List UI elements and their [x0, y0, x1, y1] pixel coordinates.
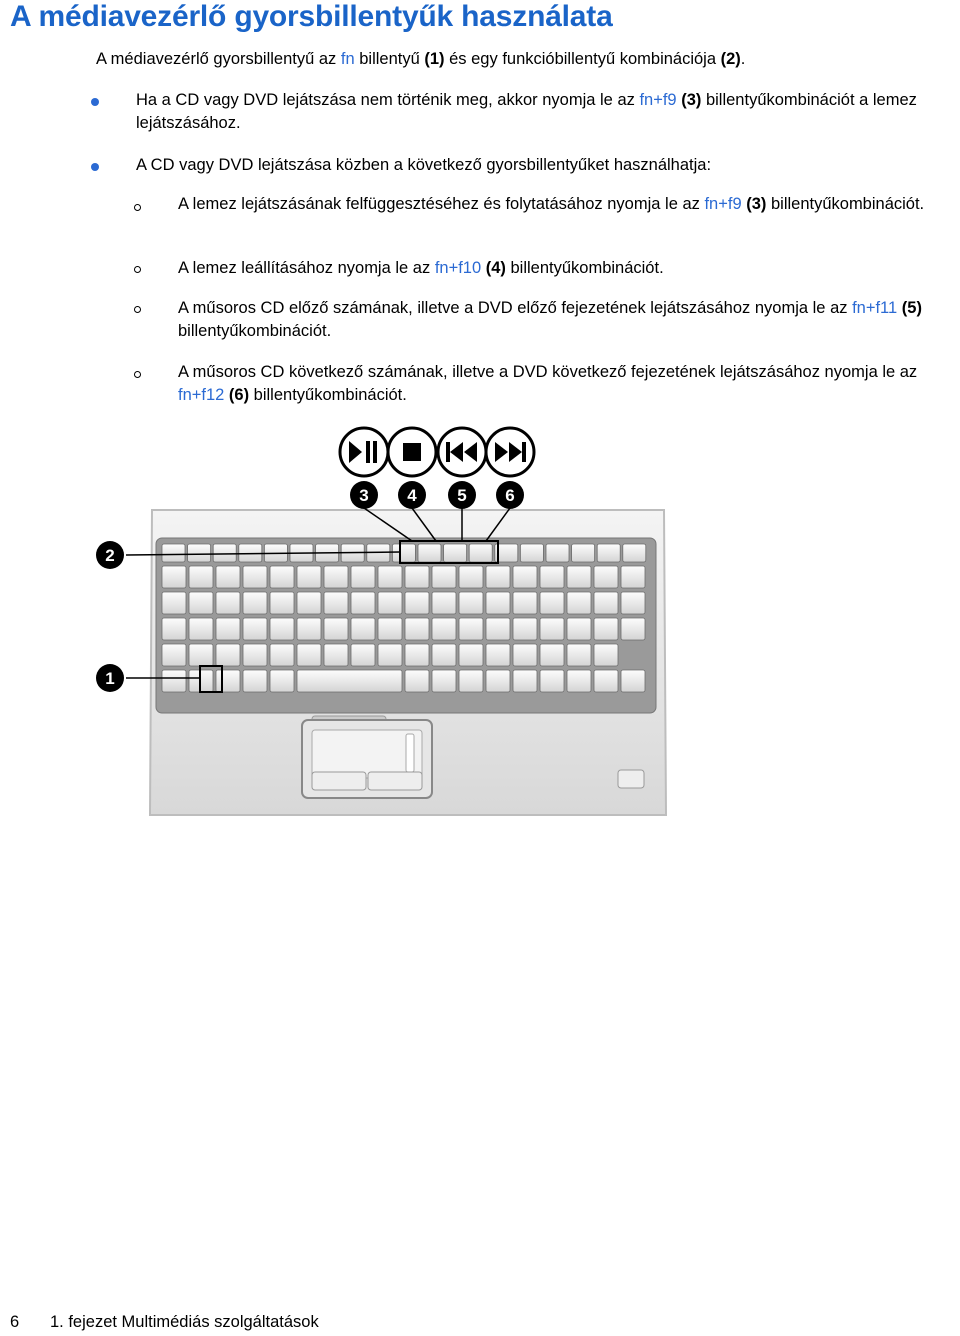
subbullet-item	[178, 257, 938, 280]
keyboard-key	[459, 566, 483, 588]
intro-text: A médiavezérlő gyorsbillentyű az	[96, 50, 341, 68]
next-track-icon	[486, 428, 534, 476]
keyboard-key	[297, 592, 321, 614]
keyboard-key	[459, 670, 483, 692]
svg-text:2: 2	[105, 546, 115, 565]
keyboard-key	[243, 618, 267, 640]
keyboard-key	[486, 670, 510, 692]
keyboard-key	[513, 566, 537, 588]
keyboard-key	[351, 592, 375, 614]
keyboard-key	[270, 618, 294, 640]
intro-text: .	[740, 50, 746, 68]
keyboard-key	[621, 670, 645, 692]
keyboard-key	[324, 618, 348, 640]
bullet-text: A lemez leállításához nyomja le az	[178, 259, 435, 277]
keyboard-key	[432, 592, 456, 614]
keyboard-key	[405, 592, 429, 614]
page-title: A médiavezérlő gyorsbillentyűk használata	[10, 0, 613, 33]
keyboard-key	[270, 644, 294, 666]
keyboard-key	[432, 618, 456, 640]
scroll-zone	[406, 734, 414, 772]
keyboard-key	[540, 644, 564, 666]
keyboard-key	[162, 618, 186, 640]
callout-1	[96, 664, 124, 692]
keyboard-key	[216, 644, 240, 666]
keyboard-key	[216, 670, 240, 692]
callout-ref: (4)	[481, 259, 506, 277]
keyboard-key	[189, 644, 213, 666]
subbullet-marker	[134, 266, 141, 273]
key-combo: fn+f9	[639, 91, 677, 109]
keyboard-key	[297, 670, 402, 692]
keyboard-key	[405, 566, 429, 588]
keyboard-key	[432, 566, 456, 588]
keyboard-key	[623, 544, 646, 562]
previous-track-icon	[438, 428, 486, 476]
subbullet-item	[178, 297, 960, 343]
keyboard-key	[243, 566, 267, 588]
keyboard-key	[405, 618, 429, 640]
subbullet-marker	[134, 306, 141, 313]
svg-text:3: 3	[359, 486, 369, 505]
keyboard-key	[567, 592, 591, 614]
keyboard-key	[162, 670, 186, 692]
bullet-text: Ha a CD vagy DVD lejátszása nem történik meg, akkor nyomja le az	[136, 91, 640, 109]
keyboard-key	[243, 592, 267, 614]
subbullet-item	[178, 193, 938, 216]
keyboard-key	[392, 544, 415, 562]
keyboard-key	[243, 670, 267, 692]
callout-ref: (3)	[741, 195, 767, 213]
keyboard-key	[513, 670, 537, 692]
subbullet-marker	[134, 371, 141, 378]
callout-5	[448, 481, 476, 509]
intro-text: és egy funkcióbillentyű kombinációja	[444, 50, 721, 68]
keyboard-key	[189, 566, 213, 588]
keyboard-key	[513, 644, 537, 666]
keyboard-key	[324, 644, 348, 666]
keyboard-key	[459, 644, 483, 666]
callout-ref-2: (2)	[720, 50, 741, 68]
keyboard-key	[297, 644, 321, 666]
bullet-text: billentyűkombinációt.	[766, 195, 925, 213]
callout-ref-1: (1)	[424, 50, 445, 68]
bullet-text: A lemez lejátszásának felfüggesztéséhez és folytatásához nyomja le az	[178, 195, 705, 213]
keyboard-key	[486, 566, 510, 588]
keyboard-key	[270, 670, 294, 692]
keyboard-key	[594, 670, 618, 692]
bullet-item	[136, 89, 960, 135]
keyboard-key	[378, 592, 402, 614]
keyboard-key	[540, 618, 564, 640]
keyboard-key	[540, 592, 564, 614]
keyboard-key	[378, 644, 402, 666]
keyboard-key	[621, 592, 645, 614]
keyboard-key	[324, 592, 348, 614]
chapter-footer: 1. fejezet Multimédiás szolgáltatások	[50, 1313, 319, 1331]
keyboard-key	[405, 670, 429, 692]
keyboard-key	[567, 644, 591, 666]
subbullet-marker	[134, 204, 141, 211]
intro-paragraph	[96, 50, 745, 69]
keyboard-key	[597, 544, 620, 562]
keyboard-key	[162, 566, 186, 588]
keyboard-key	[540, 566, 564, 588]
keyboard-key	[459, 618, 483, 640]
keyboard-key	[567, 670, 591, 692]
callout-ref: (6)	[224, 386, 250, 404]
keyboard-key	[486, 618, 510, 640]
keyboard-key	[594, 618, 618, 640]
keyboard-key	[297, 618, 321, 640]
key-combo: fn+f12	[178, 386, 225, 404]
keyboard-key	[594, 644, 618, 666]
key-combo: fn+f9	[704, 195, 742, 213]
keyboard-key	[546, 544, 569, 562]
callout-2	[96, 541, 124, 569]
keyboard-key	[594, 592, 618, 614]
keyboard-key	[351, 618, 375, 640]
keyboard-key	[189, 592, 213, 614]
fingerprint-reader	[618, 770, 644, 788]
bullet-text: A műsoros CD következő számának, illetve a DVD következő fejezetének lejátszásához nyomja le az	[178, 363, 918, 381]
bullet-text: billentyűkombinációt.	[249, 386, 407, 404]
keyboard-key	[432, 670, 456, 692]
intro-text: billentyű	[354, 50, 425, 68]
keyboard-key	[270, 592, 294, 614]
keyboard-key	[469, 544, 492, 562]
keyboard-key	[324, 566, 348, 588]
keyboard-key	[459, 592, 483, 614]
keyboard-key	[188, 544, 211, 562]
callout-4	[398, 481, 426, 509]
bullet-text: billentyűkombinációt.	[505, 259, 664, 277]
keyboard-key	[621, 618, 645, 640]
svg-text:4: 4	[407, 486, 417, 505]
keyboard-key	[270, 566, 294, 588]
keyboard-key	[567, 618, 591, 640]
keyboard-key	[486, 592, 510, 614]
keyboard-key	[162, 644, 186, 666]
keyboard-key	[351, 566, 375, 588]
touchpad-right-button	[368, 772, 422, 790]
keyboard-key	[444, 544, 467, 562]
touchpad-left-button	[312, 772, 366, 790]
keyboard-key	[243, 644, 267, 666]
svg-text:6: 6	[505, 486, 515, 505]
keyboard-key	[418, 544, 441, 562]
keyboard-key	[520, 544, 543, 562]
bullet-dot	[91, 98, 99, 106]
keyboard-key	[567, 566, 591, 588]
keyboard-key	[162, 544, 185, 562]
keyboard-key	[378, 618, 402, 640]
keyboard-key	[405, 644, 429, 666]
keyboard-key	[213, 544, 236, 562]
keyboard-key	[621, 566, 645, 588]
bullet-text: billentyűkombinációt.	[178, 322, 332, 340]
bullet-text: A műsoros CD előző számának, illetve a DVD előző fejezetének lejátszásához nyomja le az	[178, 299, 853, 317]
play-pause-icon	[340, 428, 388, 476]
keyboard-figure	[90, 420, 680, 820]
keyboard-key	[216, 592, 240, 614]
callout-ref: (5)	[897, 299, 922, 317]
bullet-text: A CD vagy DVD lejátszása közben a következő gyorsbillentyűket használhatja:	[136, 156, 712, 174]
keyboard-key	[189, 618, 213, 640]
bullet-dot	[91, 163, 99, 171]
callout-ref: (3)	[676, 91, 702, 109]
keyboard-key	[513, 592, 537, 614]
keyboard-key	[540, 670, 564, 692]
keyboard-key	[513, 618, 537, 640]
keyboard-key	[351, 644, 375, 666]
keyboard-key	[378, 566, 402, 588]
keyboard-illustration	[90, 420, 680, 820]
key-combo: fn+f11	[852, 299, 898, 317]
subbullet-item	[178, 361, 938, 407]
keyboard-key	[594, 566, 618, 588]
fn-key-ref: fn	[340, 50, 355, 68]
stop-icon	[388, 428, 436, 476]
keyboard-key	[297, 566, 321, 588]
keyboard-key	[432, 644, 456, 666]
svg-text:5: 5	[457, 486, 467, 505]
keyboard-key	[216, 618, 240, 640]
bullet-text: billentyűkombinációt a lemez lejátszásához.	[136, 91, 917, 132]
callout-3	[350, 481, 378, 509]
keyboard-key	[216, 566, 240, 588]
callout-6	[496, 481, 524, 509]
keyboard-key	[162, 592, 186, 614]
key-combo: fn+f10	[434, 259, 482, 277]
keyboard-key	[486, 644, 510, 666]
keyboard-key	[572, 544, 595, 562]
svg-text:1: 1	[105, 669, 115, 688]
bullet-item	[136, 154, 960, 177]
page-number: 6	[10, 1313, 20, 1331]
